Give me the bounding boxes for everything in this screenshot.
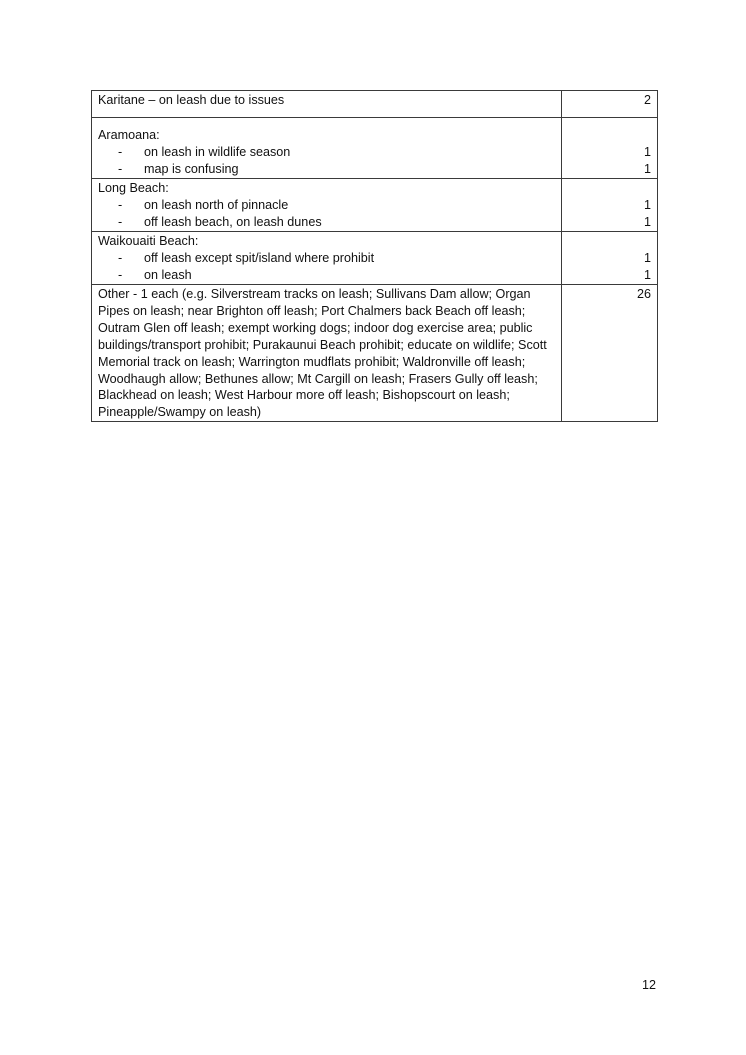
bullet-dash: - [118, 145, 123, 159]
item-count: 1 [643, 268, 651, 282]
table-row [92, 232, 658, 285]
description-cell [92, 285, 562, 422]
bullet-dash: - [118, 268, 123, 282]
list-item-text: off leash except spit/island where prohibit [144, 251, 375, 265]
item-count: 1 [643, 162, 651, 176]
count-cell [562, 285, 658, 422]
list-item-text: off leash beach, on leash dunes [144, 215, 322, 229]
submissions-table [91, 90, 658, 422]
row-count: 2 [643, 93, 651, 107]
list-item [98, 144, 555, 161]
row-heading: Karitane – on leash due to issues [98, 93, 285, 107]
list-item-text: on leash in wildlife season [144, 145, 291, 159]
description-cell [92, 179, 562, 232]
item-count: 1 [643, 198, 651, 212]
bullet-dash: - [118, 215, 123, 229]
row-count: 26 [636, 287, 651, 301]
list-item [98, 267, 555, 284]
row-heading: Aramoana: [98, 128, 160, 142]
list-item [98, 250, 555, 267]
list-item-text: on leash [144, 268, 192, 282]
page-number: 12 [641, 978, 656, 992]
row-heading: Long Beach: [98, 181, 169, 195]
table-row [92, 91, 658, 118]
row-heading: Other - 1 each (e.g. Silverstream tracks on leash; Sullivans Dam allow; Organ Pipes on leash; near Brighton off leash; Port Chalmers back Beach off leash; Outram Glen off leash; exempt working dogs; indoor dog exercise area; public buildings/transport prohibit; Purakaunui Beach prohibit; educate on wildlife; Scott Memorial track on leash; Warrington mudflats prohibit; Waldronville off leash; Woodhaugh allow; Bethunes allow; Mt Cargill on leash; Frasers Gully off leash; Blackhead on leash; West Harbour more off leash; Bishopscourt on leash; Pineapple/Swampy on leash) [98, 287, 547, 420]
count-cell [562, 179, 658, 232]
bullet-dash: - [118, 162, 123, 176]
item-count: 1 [643, 251, 651, 265]
count-cell [562, 118, 658, 179]
table-row [92, 285, 658, 422]
list-item [98, 214, 555, 231]
table-row [92, 179, 658, 232]
row-heading: Waikouaiti Beach: [98, 234, 199, 248]
table-row [92, 118, 658, 179]
description-cell [92, 91, 562, 118]
bullet-dash: - [118, 251, 123, 265]
list-item [98, 197, 555, 214]
list-item [98, 161, 555, 178]
count-cell [562, 91, 658, 118]
list-item-text: map is confusing [144, 162, 239, 176]
list-item-text: on leash north of pinnacle [144, 198, 289, 212]
count-cell [562, 232, 658, 285]
bullet-dash: - [118, 198, 123, 212]
description-cell [92, 118, 562, 179]
description-cell [92, 232, 562, 285]
item-count: 1 [643, 215, 651, 229]
item-count: 1 [643, 145, 651, 159]
